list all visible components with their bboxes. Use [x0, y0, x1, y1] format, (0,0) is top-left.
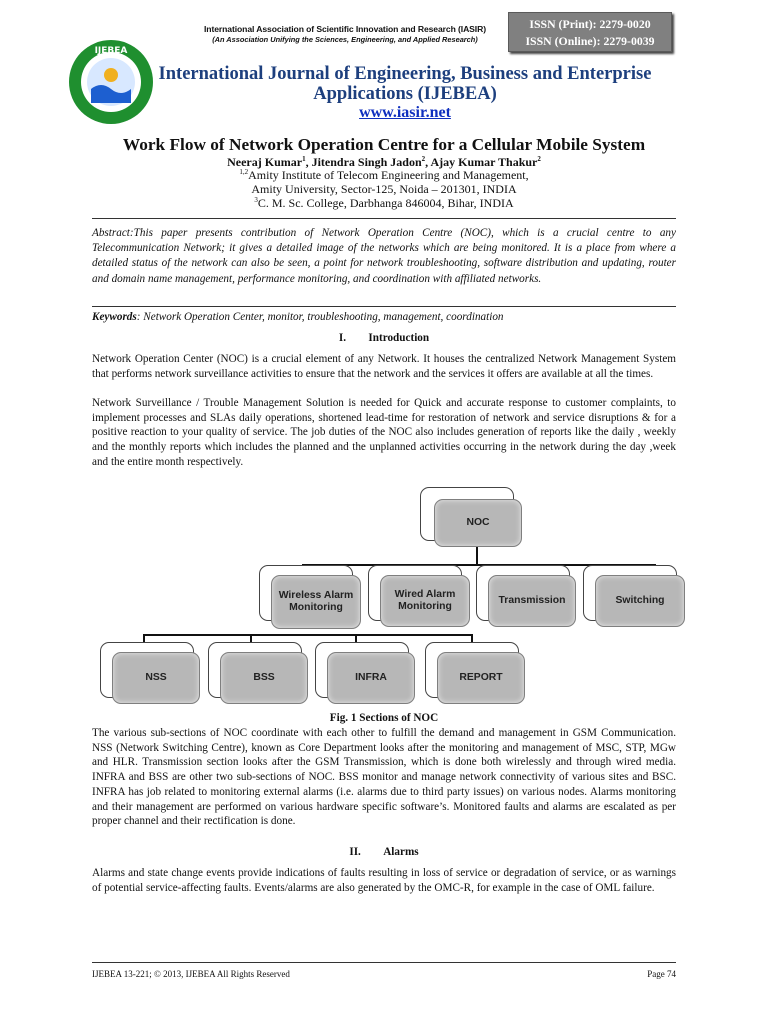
- logo-letters: IJEBEA: [94, 46, 128, 56]
- node-switching: Switching: [595, 575, 685, 627]
- intro-paragraph-2: Network Surveillance / Trouble Management Solution is needed for Quick and accurate response to customer complaints, to implement processes and SLAs daily operations, shortened lead-time for restoration of network and service disruptions & for a positive reaction to your quality of service. The job duties of the NOC also includes generation of reports like the daily , weekly and the monthly reports which includes the planned and the unplanned activities occurring in the network during the day ,week and the entire month respectively.: [92, 397, 676, 468]
- page-number: Page 74: [647, 969, 676, 979]
- intro-paragraph-1: Network Operation Center (NOC) is a crucial element of any Network. It houses the centralized Network Management System that performs network surveillance activities to ensure that the network and the services it offers are available at all the times.: [92, 353, 676, 380]
- abstract-label: Abstract: [92, 227, 130, 239]
- keywords: [92, 311, 676, 323]
- section-heading-alarms: II. Alarms: [349, 846, 419, 858]
- affiliation-1b: Amity University, Sector-125, Noida – 201301, INDIA: [251, 182, 517, 196]
- abstract-text: :This paper presents contribution of Network Operation Centre (NOC), which is a crucial centre to any Telecommunication Network; it gives a detailed image of the networks which are being monitored. It is a place from where a detailed status of the network can also be seen, a point for network troubleshooting, software distribution and updating, router and domain name management, performance monitoring, and coordination with affiliated networks.: [92, 227, 676, 285]
- association-tagline: (An Association Unifying the Sciences, Engineering, and Applied Research): [212, 35, 478, 44]
- keywords-label: Keywords: [92, 311, 137, 323]
- node-wired-alarm-monitoring: Wired Alarm Monitoring: [380, 575, 470, 627]
- node-wireless-alarm-monitoring: Wireless Alarm Monitoring: [271, 575, 361, 629]
- association-name: International Association of Scientific Innovation and Research (IASIR): [204, 24, 486, 34]
- issn-online: ISSN (Online): 2279-0039: [525, 34, 655, 48]
- journal-url-link[interactable]: www.iasir.net: [359, 104, 451, 121]
- issn-box: [508, 12, 672, 52]
- alarms-paragraph-1: Alarms and state change events provide indications of faults resulting in loss of service or degradation of service, or as warnings of potential service-affecting faults. Events/alarms are also generated by the OMC-R, for example in the case of OML failure.: [92, 867, 676, 894]
- author-name: Ajay Kumar Thakur: [430, 155, 538, 169]
- figure-caption: Fig. 1 Sections of NOC: [329, 712, 439, 724]
- issn-print: ISSN (Print): 2279-0020: [529, 17, 651, 31]
- author-sup: 1: [302, 155, 306, 163]
- author-list: Neeraj Kumar$^1$, Jitendra Singh Jadon$^2$, Ajay Kumar Thakur$^2$: [227, 155, 541, 169]
- affiliation-2: $^3$C. M. Sc. College, Darbhanga 846004, Bihar, INDIA: [254, 196, 514, 210]
- node-noc: NOC: [434, 499, 522, 547]
- node-infra: INFRA: [327, 652, 415, 704]
- figure-paragraph: The various sub-sections of NOC coordinate with each other to fulfill the demand and management in GSM Communication. NSS (Network Switching Centre), known as Core Department looks after the monitoring and management of MSC, STP, MGw and HLR. Transmission section looks after the GSM Transmission, which is done both wirelessly and through wired media. INFRA and BSS are other two sub-sections of NOC. BSS monitor and manage network connectivity of various sites and BSC. INFRA has job related to monitoring external alarms (i.e. alarms due to third party issues) on various nodes. Alarms monitoring and their management are performed on various hardware specific software’s. Monitored faults and alarms are escalated as per proper channel and their rectification is done.: [92, 727, 676, 828]
- footer-copyright: IJEBEA 13-221; © 2013, IJEBEA All Rights Reserved: [92, 969, 290, 979]
- section-heading-introduction: I. Introduction: [338, 332, 430, 344]
- divider: [92, 306, 676, 307]
- author-name: Neeraj Kumar: [227, 155, 303, 169]
- author-sup: 2: [421, 155, 426, 163]
- abstract: [92, 226, 676, 287]
- affiliation-1a: $^{1,2}$Amity Institute of Telecom Engineering and Management,: [239, 168, 529, 182]
- author-sup: 2: [537, 155, 541, 163]
- node-report: REPORT: [437, 652, 525, 704]
- node-bss: BSS: [220, 652, 308, 704]
- connector: [143, 634, 473, 636]
- divider: [92, 218, 676, 219]
- author-name: Jitendra Singh Jadon: [311, 155, 422, 169]
- paper-title: Work Flow of Network Operation Centre for a Cellular Mobile System: [122, 135, 646, 154]
- node-transmission: Transmission: [488, 575, 576, 627]
- journal-logo: [66, 37, 156, 127]
- journal-title: International Journal of Engineering, Business and Enterprise Applications (IJEBEA): [158, 64, 652, 104]
- footer-divider: [92, 962, 676, 963]
- node-nss: NSS: [112, 652, 200, 704]
- keywords-text: : Network Operation Center, monitor, troubleshooting, management, coordination: [136, 311, 504, 323]
